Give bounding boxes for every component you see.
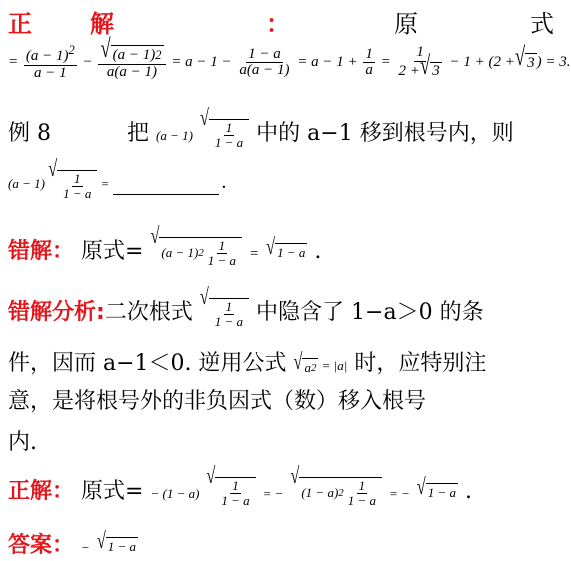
radicand: (1 − a)	[301, 485, 339, 500]
radicand: (a − 1)	[161, 245, 199, 260]
radicand: a	[304, 360, 311, 376]
den: 1 − a	[347, 492, 376, 508]
wrong-label: 错解	[8, 239, 53, 264]
sq: 2	[338, 487, 344, 499]
analysis-line-3: 意，是将根号外的非负因式（数）移入根号	[8, 389, 427, 414]
text: 时，应特别注	[354, 351, 487, 376]
sq: 2	[198, 247, 204, 259]
den: 1 − a	[214, 134, 244, 150]
den: a(a − 1)	[239, 62, 290, 79]
den: 1 − a	[214, 313, 244, 329]
coef: − (1 − a)	[150, 486, 200, 501]
num: 1 − a	[248, 45, 281, 62]
num: 1	[225, 119, 233, 135]
expr: ) = 3.	[536, 54, 571, 71]
equals: =	[321, 358, 331, 373]
text: 件，因而 a−1＜0. 逆用公式	[8, 351, 287, 376]
den: a − 1	[34, 64, 67, 81]
equals: =	[8, 54, 19, 71]
sqrt-expr: √ (a − 1) 2 $\frac{1}{1 - a}$	[150, 237, 242, 267]
text: 中隐含了 1−a＞0 的条	[256, 300, 484, 325]
equals: = −	[262, 486, 284, 501]
equals: =	[380, 54, 391, 71]
radicand: 1 − a	[427, 485, 456, 500]
sq: 2	[155, 47, 162, 62]
colon: ：	[266, 10, 290, 38]
example-label: 例 8	[8, 121, 51, 146]
text-yuan: 原	[394, 10, 418, 38]
sq: 2	[310, 362, 317, 375]
fraction: 1 2 + √ 3	[398, 44, 440, 81]
minus: −	[82, 54, 93, 71]
correct-label: 正解	[8, 10, 172, 38]
formula: √ a 2 = |a|	[293, 349, 348, 376]
equals: =	[100, 176, 110, 192]
den: 1 − a	[63, 185, 92, 201]
correct-solution-line: 正解： 原式= − (1 − a) √ $\frac{1}{1 - a}$ = − √ (1 − a) 2 $\frac{1}{1 - a}$ = − √ 1 − a .	[8, 463, 472, 508]
sqrt-expr: √ $\frac{1}{1 - a}$	[200, 298, 249, 328]
text-shi: 式	[530, 10, 554, 38]
num: 1	[416, 44, 424, 60]
radicand: 1 − a	[277, 245, 306, 260]
radicand: 1 − a	[107, 539, 137, 554]
example-8-line	[8, 105, 514, 150]
den: 1 − a	[207, 252, 237, 268]
fraction	[363, 47, 375, 80]
num: 1	[218, 237, 226, 253]
answer-label: 答案	[8, 533, 53, 558]
correct-solution-header	[8, 4, 558, 39]
abs: |a|	[333, 358, 348, 373]
den: 1 − a	[221, 492, 250, 508]
coef: (a − 1)	[156, 128, 193, 143]
blank-line: (a − 1) √ $\frac{1}{1 - a}$ = .	[8, 156, 227, 201]
num: (a − 1)	[25, 48, 69, 64]
correct-label: 正解	[8, 479, 53, 504]
analysis-line-2	[8, 346, 486, 377]
sq: 2	[68, 43, 75, 57]
equals: =	[249, 246, 260, 262]
expr: − 1 + (2 +	[449, 54, 515, 71]
wrong-solution-line: 错解： 原式= √ (a − 1) 2 $\frac{1}{1 - a}$ = √ 1 − a .	[8, 223, 322, 268]
sqrt-expr: √ $\frac{1}{1 - a}$	[200, 119, 249, 149]
num: 1	[232, 477, 239, 493]
answer-line: 答案： − √ 1 − a	[8, 528, 137, 558]
colon: ：	[52, 479, 75, 504]
num: 1	[358, 477, 366, 493]
num: 1	[365, 45, 373, 62]
analysis-line-4: 内.	[8, 430, 37, 455]
num: 1	[225, 298, 233, 314]
num: (a − 1)	[112, 46, 156, 63]
period: .	[221, 171, 227, 194]
period: .	[314, 239, 322, 264]
equation-line-1: = $\frac{(a - 1)^2}{a - 1}$ − √ (a − 1) 2 a(a − 1) = a − 1 − $\frac{1 - a}{a(a - 1)}$ = a − 1 + $\frac{1}{a}$ = 1 2 + √ 3 − 1 + (2 + √ 3 ) = 3.	[8, 34, 571, 81]
text: 原式=	[81, 239, 144, 264]
expr: = a − 1 −	[171, 54, 232, 71]
den: a	[365, 62, 373, 79]
coef: (a − 1)	[8, 176, 45, 192]
colon: ：	[52, 239, 75, 264]
text: 原式=	[81, 479, 144, 504]
expr: = a − 1 +	[297, 54, 358, 71]
fraction	[237, 47, 291, 80]
radicand: 3	[432, 63, 440, 80]
fraction	[24, 44, 77, 82]
equals: = −	[388, 486, 410, 501]
colon: :	[96, 300, 105, 325]
den: a(a − 1)	[106, 63, 158, 80]
text: 中的 a−1 移到根号内，则	[256, 121, 514, 146]
text: 把	[127, 121, 150, 146]
answer-blank[interactable]	[113, 176, 219, 195]
radicand: 3	[527, 55, 535, 72]
colon: ：	[52, 533, 75, 558]
period: .	[464, 479, 472, 504]
num: 1	[74, 171, 81, 186]
analysis-line-1	[8, 284, 484, 329]
fraction-sqrt: √ (a − 1) 2 a(a − 1)	[98, 45, 165, 81]
text: 二次根式	[104, 300, 193, 325]
analysis-label: 错解分析	[8, 300, 97, 325]
den: 2 +	[398, 62, 420, 79]
minus: −	[81, 540, 90, 555]
